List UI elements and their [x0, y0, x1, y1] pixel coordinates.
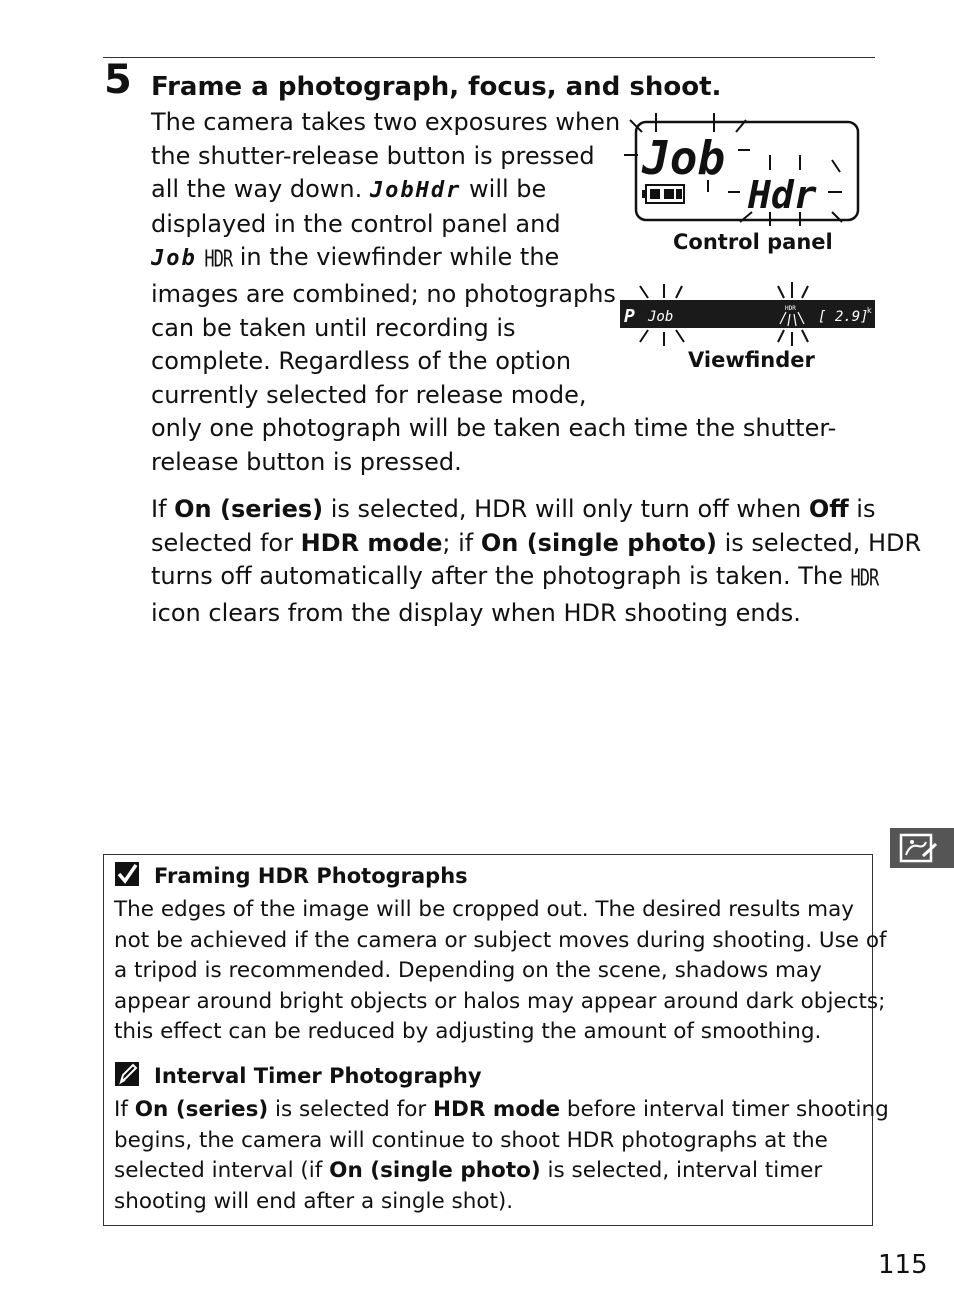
- text-line: [151, 493, 876, 527]
- vf-hdr-icon: HDR: [785, 305, 796, 312]
- page-number: 115: [878, 1250, 928, 1280]
- check-mark-icon: [114, 861, 140, 887]
- bold-term: On (series): [174, 495, 324, 523]
- text-segment: is selected, HDR: [716, 528, 922, 557]
- viewfinder-caption: Viewfinder: [688, 348, 815, 372]
- hdr-icon: HDR: [850, 565, 879, 593]
- cp-display-top: Job: [642, 131, 726, 185]
- text-line: [151, 560, 879, 597]
- bold-term: HDR mode: [300, 528, 443, 557]
- battery-icon: [642, 185, 684, 203]
- text-line: [114, 1156, 866, 1187]
- control-panel-illustration: [620, 110, 870, 232]
- text-line: The camera takes two exposures when: [151, 108, 621, 136]
- framing-note-title: Framing HDR Photographs: [154, 864, 468, 888]
- bold-term: On (single photo): [329, 1158, 541, 1183]
- text-segment: is selected, interval timer: [540, 1158, 823, 1183]
- retouch-menu-icon: [890, 828, 954, 868]
- text-line: [114, 1095, 889, 1126]
- interval-note-title: Interval Timer Photography: [154, 1064, 482, 1088]
- text-segment: selected for: [151, 528, 301, 557]
- hdr-off-paragraph: [151, 493, 922, 630]
- text-segment: in the viewfinder while the: [239, 243, 560, 272]
- text-line: this effect can be reduced by adjusting the amount of smoothing.: [114, 1019, 822, 1044]
- text-segment: is selected, HDR will only turn off when: [323, 495, 809, 523]
- pencil-icon: [114, 1061, 140, 1087]
- job-glyph: Job: [369, 178, 416, 204]
- text-line: the shutter-release button is pressed: [151, 141, 595, 170]
- step-title: Frame a photograph, focus, and shoot.: [151, 72, 722, 102]
- interval-note-heading: [114, 1061, 482, 1090]
- hdr-glyph: Hdr: [415, 178, 462, 204]
- text-line: shooting will end after a single shot).: [114, 1188, 514, 1214]
- vf-k: k: [867, 306, 872, 315]
- bold-term: On (single photo): [480, 528, 717, 557]
- bold-term: On (series): [134, 1097, 269, 1122]
- text-segment: all the way down.: [151, 175, 363, 204]
- text-line: complete. Regardless of the option: [151, 347, 572, 376]
- text-line: images are combined; no photographs: [151, 279, 616, 308]
- interval-note-body: [114, 1095, 889, 1217]
- text-line: only one photograph will be taken each time the shutter-: [151, 414, 837, 443]
- text-line: appear around bright objects or halos may appear around dark objects;: [114, 988, 886, 1014]
- step-number: 5: [104, 57, 132, 103]
- job-glyph: Job: [151, 246, 197, 272]
- bold-term: Off: [808, 495, 849, 523]
- text-segment: is selected for: [268, 1097, 434, 1122]
- vf-count: [ 2.9]: [818, 309, 869, 325]
- top-rule: [103, 57, 875, 58]
- text-segment: ; if: [442, 528, 481, 557]
- text-line: displayed in the control panel and: [151, 209, 561, 238]
- vf-mode: P: [624, 306, 635, 327]
- text-line: not be achieved if the camera or subject moves during shooting. Use of: [114, 927, 887, 953]
- hdr-icon: HDR: [204, 246, 233, 274]
- notes-box: [103, 854, 889, 1226]
- control-panel-caption: Control panel: [673, 230, 833, 254]
- text-line: begins, the camera will continue to shoot HDR photographs at the: [114, 1127, 828, 1153]
- framing-note-body: [114, 895, 887, 1048]
- text-line: can be taken until recording is: [151, 313, 516, 342]
- vf-job: Job: [648, 309, 674, 325]
- bold-term: HDR mode: [433, 1097, 561, 1122]
- text-segment: If: [151, 495, 175, 523]
- framing-note-heading: [114, 861, 468, 890]
- text-segment: turns off automatically after the photograph is taken. The: [151, 562, 851, 591]
- text-line: release button is pressed.: [151, 447, 462, 476]
- text-segment: selected interval (if: [114, 1158, 330, 1183]
- text-segment: is: [848, 495, 876, 523]
- cp-display-bottom: Hdr: [748, 173, 817, 217]
- text-line: [151, 527, 922, 561]
- text-segment: will be: [469, 175, 547, 204]
- text-line: The edges of the image will be cropped out. The desired results may: [114, 897, 855, 922]
- viewfinder-illustration: [618, 280, 876, 352]
- text-line: a tripod is recommended. Depending on the scene, shadows may: [114, 958, 822, 983]
- text-line: currently selected for release mode,: [151, 380, 587, 409]
- text-line: icon clears from the display when HDR shooting ends.: [151, 598, 801, 627]
- retouch-menu-tab: [890, 828, 954, 868]
- text-segment: before interval timer shooting: [560, 1097, 889, 1122]
- text-segment: If: [114, 1097, 135, 1122]
